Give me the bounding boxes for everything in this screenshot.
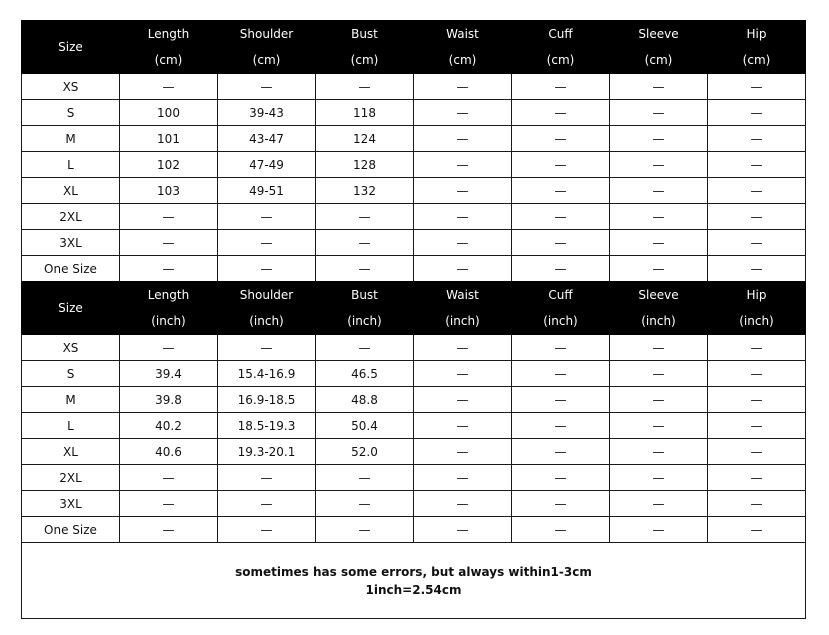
table-cell: — <box>610 335 708 361</box>
column-unit: (cm) <box>154 53 183 67</box>
table-cell: — <box>610 413 708 439</box>
header-cell <box>512 21 610 74</box>
table-cell: 50.4 <box>316 413 414 439</box>
table-cell: — <box>610 517 708 543</box>
table-cell: — <box>512 465 610 491</box>
table-cell: — <box>708 178 806 204</box>
column-unit: (cm) <box>252 53 281 67</box>
table-row <box>22 126 806 152</box>
table-cell: — <box>512 152 610 178</box>
header-row-cm <box>22 21 806 74</box>
table-cell: — <box>512 126 610 152</box>
table-cell: — <box>708 413 806 439</box>
table-cell: — <box>610 256 708 282</box>
table-row <box>22 204 806 230</box>
table-cell: 40.6 <box>120 439 218 465</box>
column-unit: (cm) <box>448 53 477 67</box>
table-cell: — <box>218 517 316 543</box>
column-name: Waist <box>446 27 479 41</box>
table-cell: — <box>218 465 316 491</box>
table-row <box>22 413 806 439</box>
column-name: Size <box>58 301 83 315</box>
table-cell: — <box>120 256 218 282</box>
table-cell: — <box>610 100 708 126</box>
header-cell <box>218 282 316 335</box>
table-cell: — <box>414 335 512 361</box>
table-cell: 128 <box>316 152 414 178</box>
size-cell: L <box>22 413 120 439</box>
table-cell: — <box>610 126 708 152</box>
table-cell: — <box>120 74 218 100</box>
table-cell: — <box>414 74 512 100</box>
column-name: Shoulder <box>239 288 294 302</box>
table-cell: — <box>218 335 316 361</box>
size-cell: XL <box>22 178 120 204</box>
header-cell <box>708 21 806 74</box>
column-name: Length <box>147 288 190 302</box>
table-cell: — <box>512 204 610 230</box>
column-name: Bust <box>351 27 378 41</box>
size-cell: M <box>22 126 120 152</box>
table-cell: — <box>610 387 708 413</box>
table-cell: — <box>414 100 512 126</box>
column-unit: (cm) <box>742 53 771 67</box>
table-cell: — <box>414 178 512 204</box>
table-cell: — <box>708 517 806 543</box>
table-cell: — <box>512 100 610 126</box>
table-cell: — <box>414 387 512 413</box>
size-cell: XL <box>22 439 120 465</box>
table-cell: — <box>120 517 218 543</box>
table-cell: — <box>708 465 806 491</box>
table-row <box>22 361 806 387</box>
column-unit: (cm) <box>644 53 673 67</box>
table-row <box>22 152 806 178</box>
header-cell <box>610 282 708 335</box>
header-cell <box>316 21 414 74</box>
table-cell: 39.4 <box>120 361 218 387</box>
table-cell: — <box>218 74 316 100</box>
header-cell <box>120 282 218 335</box>
table-cell: — <box>708 204 806 230</box>
table-cell: — <box>512 439 610 465</box>
column-unit: (inch) <box>151 314 186 328</box>
column-name: Shoulder <box>239 27 294 41</box>
size-cell: XS <box>22 335 120 361</box>
header-cell <box>120 21 218 74</box>
size-cell: One Size <box>22 256 120 282</box>
error-tolerance-note: sometimes has some errors, but always within1-3cm <box>235 564 592 579</box>
table-cell: — <box>316 491 414 517</box>
table-cell: — <box>512 517 610 543</box>
table-cell: — <box>414 517 512 543</box>
unit-conversion-note: 1inch=2.54cm <box>365 582 462 597</box>
header-cell <box>218 21 316 74</box>
size-cell: 2XL <box>22 465 120 491</box>
table-cell: — <box>610 204 708 230</box>
table-cell: — <box>512 256 610 282</box>
table-cell: — <box>610 178 708 204</box>
table-cell: 124 <box>316 126 414 152</box>
table-cell: 47-49 <box>218 152 316 178</box>
column-name: Sleeve <box>638 27 679 41</box>
table-cell: — <box>610 74 708 100</box>
table-cell: 100 <box>120 100 218 126</box>
table-cell: — <box>316 256 414 282</box>
table-cell: — <box>610 465 708 491</box>
table-cell: — <box>708 100 806 126</box>
size-cell: One Size <box>22 517 120 543</box>
table-cell: — <box>414 465 512 491</box>
table-cell: 39-43 <box>218 100 316 126</box>
column-name: Hip <box>746 27 767 41</box>
table-cell: — <box>708 152 806 178</box>
column-name: Sleeve <box>638 288 679 302</box>
table-cell: — <box>708 74 806 100</box>
header-cell <box>22 21 120 74</box>
table-row <box>22 439 806 465</box>
table-cell: — <box>610 439 708 465</box>
size-cell: XS <box>22 74 120 100</box>
table-cell: 43-47 <box>218 126 316 152</box>
table-cell: — <box>316 517 414 543</box>
table-cell: 40.2 <box>120 413 218 439</box>
table-cell: 103 <box>120 178 218 204</box>
size-cell: 2XL <box>22 204 120 230</box>
table-cell: 102 <box>120 152 218 178</box>
table-cell: — <box>708 126 806 152</box>
column-name: Bust <box>351 288 378 302</box>
size-table-inch <box>21 281 806 543</box>
table-cell: — <box>218 230 316 256</box>
table-cell: — <box>414 230 512 256</box>
table-cell: — <box>316 230 414 256</box>
column-name: Hip <box>746 288 767 302</box>
table-row <box>22 230 806 256</box>
column-name: Cuff <box>548 288 573 302</box>
header-cell <box>512 282 610 335</box>
table-cell: — <box>512 178 610 204</box>
table-row <box>22 491 806 517</box>
table-cell: 16.9-18.5 <box>218 387 316 413</box>
table-cell: — <box>610 361 708 387</box>
table-cell: — <box>414 361 512 387</box>
header-cell <box>610 21 708 74</box>
table-cell: — <box>218 256 316 282</box>
header-cell <box>414 282 512 335</box>
table-cell: 49-51 <box>218 178 316 204</box>
size-cell: L <box>22 152 120 178</box>
table-cell: — <box>512 335 610 361</box>
column-name: Cuff <box>548 27 573 41</box>
table-cell: — <box>316 465 414 491</box>
table-cell: 118 <box>316 100 414 126</box>
table-row <box>22 100 806 126</box>
table-cell: 18.5-19.3 <box>218 413 316 439</box>
table-cell: — <box>414 126 512 152</box>
column-unit: (inch) <box>445 314 480 328</box>
column-unit: (cm) <box>350 53 379 67</box>
size-table-cm <box>21 20 806 282</box>
table-cell: — <box>512 491 610 517</box>
column-unit: (inch) <box>249 314 284 328</box>
table-cell: — <box>414 204 512 230</box>
table-cell: 39.8 <box>120 387 218 413</box>
table-cell: — <box>610 491 708 517</box>
table-cell: — <box>708 491 806 517</box>
header-cell <box>22 282 120 335</box>
table-cell: 46.5 <box>316 361 414 387</box>
table-cell: 19.3-20.1 <box>218 439 316 465</box>
table-cell: — <box>120 204 218 230</box>
size-cell: 3XL <box>22 230 120 256</box>
column-unit: (inch) <box>543 314 578 328</box>
table-cell: 52.0 <box>316 439 414 465</box>
size-cell: S <box>22 361 120 387</box>
table-cell: — <box>414 152 512 178</box>
table-cell: — <box>218 491 316 517</box>
table-cell: — <box>316 74 414 100</box>
table-row <box>22 178 806 204</box>
table-cell: 15.4-16.9 <box>218 361 316 387</box>
table-cell: — <box>512 387 610 413</box>
table-cell: — <box>610 152 708 178</box>
table-cell: 132 <box>316 178 414 204</box>
table-cell: — <box>708 335 806 361</box>
column-name: Length <box>147 27 190 41</box>
table-cell: — <box>708 230 806 256</box>
table-cell: — <box>120 335 218 361</box>
table-row <box>22 465 806 491</box>
table-cell: — <box>218 204 316 230</box>
header-cell <box>708 282 806 335</box>
size-cell: M <box>22 387 120 413</box>
table-cell: — <box>512 74 610 100</box>
table-cell: — <box>316 335 414 361</box>
table-cell: — <box>512 230 610 256</box>
table-cell: — <box>512 361 610 387</box>
table-row <box>22 387 806 413</box>
table-row <box>22 256 806 282</box>
table-row <box>22 74 806 100</box>
column-name: Size <box>58 40 83 54</box>
table-cell: 101 <box>120 126 218 152</box>
table-cell: — <box>414 413 512 439</box>
table-cell: — <box>414 439 512 465</box>
table-cell: — <box>316 204 414 230</box>
table-cell: — <box>120 230 218 256</box>
size-cell: S <box>22 100 120 126</box>
column-unit: (inch) <box>347 314 382 328</box>
table-cell: — <box>414 491 512 517</box>
table-cell: — <box>120 491 218 517</box>
table-row <box>22 335 806 361</box>
column-unit: (cm) <box>546 53 575 67</box>
table-cell: — <box>414 256 512 282</box>
column-unit: (inch) <box>641 314 676 328</box>
table-cell: — <box>708 256 806 282</box>
column-name: Waist <box>446 288 479 302</box>
header-cell <box>414 21 512 74</box>
table-cell: — <box>610 230 708 256</box>
table-cell: — <box>512 413 610 439</box>
header-cell <box>316 282 414 335</box>
table-cell: — <box>120 465 218 491</box>
table-cell: — <box>708 387 806 413</box>
table-cell: — <box>708 361 806 387</box>
table-row <box>22 517 806 543</box>
table-cell: — <box>708 439 806 465</box>
measurement-note <box>21 542 806 619</box>
table-cell: 48.8 <box>316 387 414 413</box>
column-unit: (inch) <box>739 314 774 328</box>
size-cell: 3XL <box>22 491 120 517</box>
header-row-inch <box>22 282 806 335</box>
